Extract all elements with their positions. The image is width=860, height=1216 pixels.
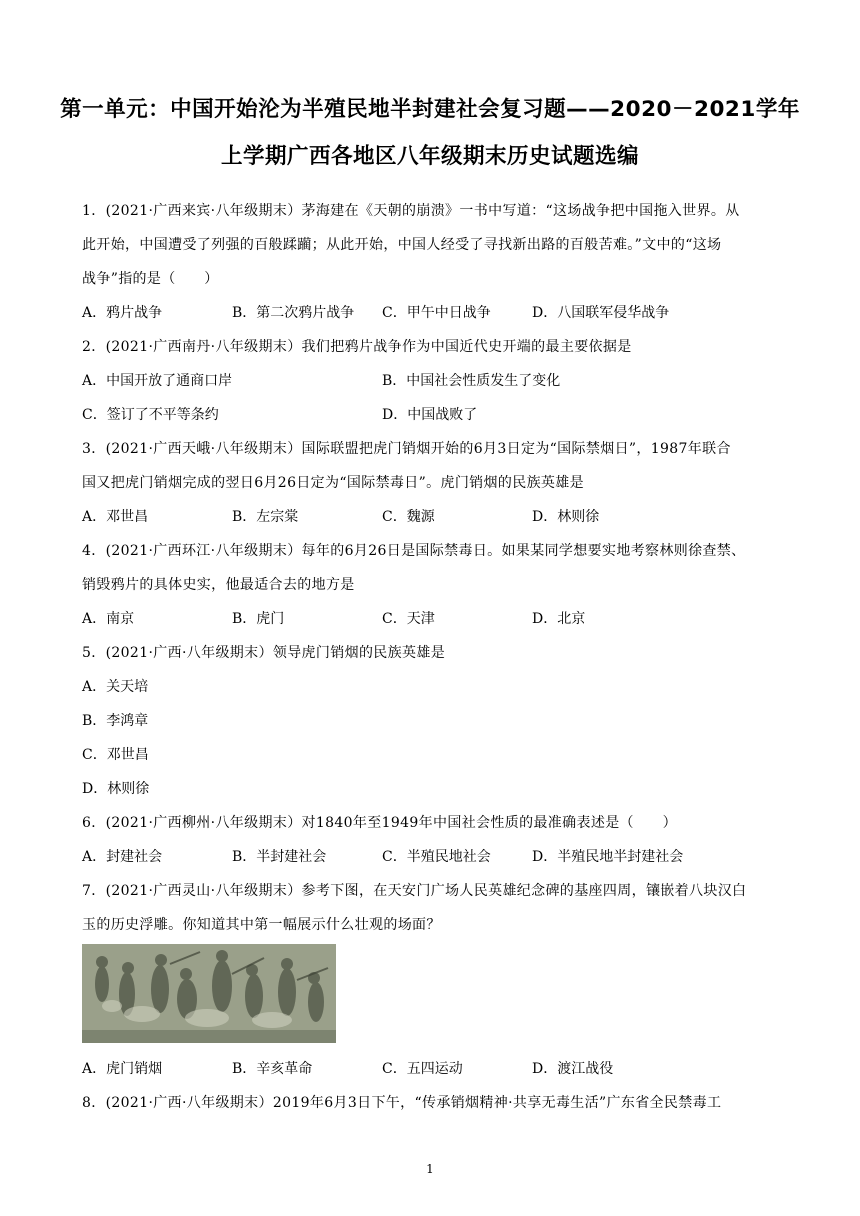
relief-sculpture-image [82, 944, 336, 1043]
question-7-text-line-2: 玉的历史浮雕。你知道其中第一幅展示什么壮观的场面？ [82, 917, 441, 933]
question-1-text-line-3: 战争”指的是（ ） [82, 271, 219, 287]
question-3-text-line-2: 国又把虎门销烟完成的翌日6月26日定为“国际禁毒日”。虎门销烟的民族英雄是 [82, 475, 584, 491]
question-2-option-d[interactable]: D．中国战败了 [382, 407, 478, 423]
question-7-option-a[interactable]: A．虎门销烟 [82, 1061, 163, 1077]
question-3-text-line-1: 3．(2021·广西天峨·八年级期末）国际联盟把虎门销烟开始的6月3日定为“国际禁烟日”，1987年联合 [82, 441, 731, 457]
question-1-option-d[interactable]: D．八国联军侵华战争 [532, 305, 670, 321]
question-6-option-a[interactable]: A．封建社会 [82, 849, 163, 865]
question-7-option-c[interactable]: C．五四运动 [382, 1061, 463, 1077]
question-1-option-a[interactable]: A．鸦片战争 [82, 305, 163, 321]
question-4-text-line-2: 销毁鸦片的具体史实，他最适合去的地方是 [82, 577, 355, 593]
question-2-text-line-1: 2．(2021·广西南丹·八年级期末）我们把鸦片战争作为中国近代史开端的最主要依据是 [82, 339, 632, 355]
question-6-option-d[interactable]: D．半殖民地半封建社会 [532, 849, 684, 865]
question-1-option-b[interactable]: B．第二次鸦片战争 [232, 305, 355, 321]
question-4-text-line-1: 4．(2021·广西环江·八年级期末）每年的6月26日是国际禁毒日。如果某同学想要实地考察林则徐查禁、 [82, 543, 746, 559]
question-2-option-c[interactable]: C．签订了不平等条约 [82, 407, 219, 423]
question-7-option-b[interactable]: B．辛亥革命 [232, 1061, 313, 1077]
question-1-text-line-1: 1．(2021·广西来宾·八年级期末）茅海建在《天朝的崩溃》一书中写道：“这场战争把中国拖入世界。从 [82, 203, 740, 219]
question-2-option-b[interactable]: B．中国社会性质发生了变化 [382, 373, 561, 389]
question-4-option-d[interactable]: D．北京 [532, 611, 586, 627]
question-5-text-line-1: 5．(2021·广西·八年级期末）领导虎门销烟的民族英雄是 [82, 645, 446, 661]
question-1-text-line-2: 此开始，中国遭受了列强的百般蹂躏；从此开始，中国人经受了寻找新出路的百般苦难。”文中的“这场 [82, 237, 722, 253]
question-1-option-c[interactable]: C．甲午中日战争 [382, 305, 491, 321]
question-5-option-a[interactable]: A．关天培 [82, 679, 149, 695]
question-6-option-b[interactable]: B．半封建社会 [232, 849, 327, 865]
question-8-text-line-1: 8．(2021·广西·八年级期末）2019年6月3日下午，“传承销烟精神·共享无毒生活”广东省全民禁毒工 [82, 1095, 722, 1111]
question-4-option-b[interactable]: B．虎门 [232, 611, 285, 627]
question-3-option-b[interactable]: B．左宗棠 [232, 509, 299, 525]
question-5-option-b[interactable]: B．李鸿章 [82, 713, 149, 729]
question-5-option-c[interactable]: C．邓世昌 [82, 747, 149, 763]
question-5-option-d[interactable]: D．林则徐 [82, 781, 150, 797]
document-title-line-1: 第一单元：中国开始沦为半殖民地半封建社会复习题——2020－2021学年 [60, 97, 800, 122]
question-6-text-line-1: 6．(2021·广西柳州·八年级期末）对1840年至1949年中国社会性质的最准确表述是（ ） [82, 815, 677, 831]
question-3-option-c[interactable]: C．魏源 [382, 509, 435, 525]
document-title-line-2: 上学期广西各地区八年级期末历史试题选编 [220, 144, 639, 169]
page-number: 1 [426, 1162, 434, 1176]
question-4-option-c[interactable]: C．天津 [382, 611, 435, 627]
question-2-option-a[interactable]: A．中国开放了通商口岸 [82, 373, 233, 389]
question-3-option-d[interactable]: D．林则徐 [532, 509, 600, 525]
question-7-option-d[interactable]: D．渡江战役 [532, 1061, 614, 1077]
question-6-option-c[interactable]: C．半殖民地社会 [382, 849, 491, 865]
question-4-option-a[interactable]: A．南京 [82, 611, 135, 627]
question-7-text-line-1: 7．(2021·广西灵山·八年级期末）参考下图，在天安门广场人民英雄纪念碑的基座四周，镶嵌着八块汉白 [82, 883, 747, 899]
question-3-option-a[interactable]: A．邓世昌 [82, 509, 149, 525]
